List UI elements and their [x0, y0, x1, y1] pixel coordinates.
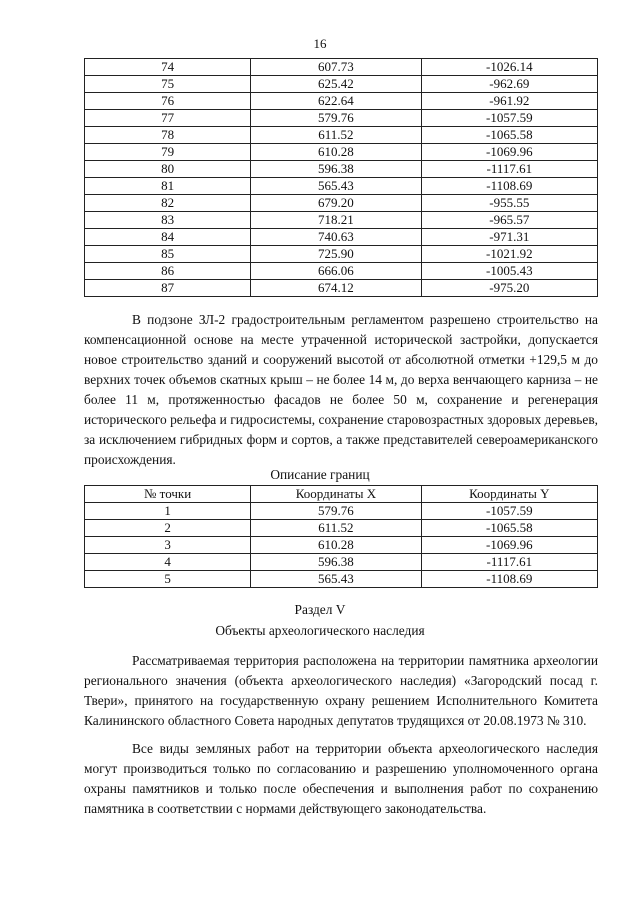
coordinate-x-cell: 679.20 [251, 195, 421, 212]
coordinate-x-cell: 611.52 [251, 127, 421, 144]
boundaries-table [84, 485, 598, 588]
table-row [85, 127, 598, 144]
table-row [85, 229, 598, 246]
coordinate-x-cell: 610.28 [251, 537, 421, 554]
coordinate-y-cell: -971.31 [421, 229, 597, 246]
coordinate-x-cell: 596.38 [251, 554, 421, 571]
table-row [85, 280, 598, 297]
coordinate-y-cell: -1117.61 [421, 161, 597, 178]
point-number-cell: 78 [85, 127, 251, 144]
table-row [85, 212, 598, 229]
section-title: Раздел V [294, 602, 346, 617]
table-row [85, 195, 598, 212]
coordinate-x-cell: 596.38 [251, 161, 421, 178]
table-row [85, 263, 598, 280]
table-header-row [85, 486, 598, 503]
coordinate-y-cell: -1069.96 [421, 144, 597, 161]
table-row [85, 161, 598, 178]
archaeology-territory-paragraph: Рассматриваемая территория расположена на территории памятника археологии регионального значения (объекта археологического наследия) «Загородский посад г. Твери», принятого на государственную охрану решением Исполнительного Комитета Калининского областного Совета народных депутатов трудящихся от 20.08.1973 № 310. [84, 653, 598, 728]
point-number-cell: 74 [85, 59, 251, 76]
coordinate-y-cell: -1057.59 [421, 110, 597, 127]
table-row [85, 178, 598, 195]
table-row [85, 59, 598, 76]
table-row [85, 503, 598, 520]
zl2-regulation-paragraph: В подзоне ЗЛ-2 градостроительным регламентом разрешено строительство на компенсационной основе на месте утраченной исторической застройки, допускается новое строительство зданий и сооружений высотой от абсолютной отметки +129,5 м до верхних точек объемов скатных крыш – не более 14 м, до верха венчающего карниза – не более 11 м, протяженностью фасадов не более 50 м, сохранение и регенерация исторического рельефа и гидросистемы, сохранение старовозрастных здоровых деревьев, за исключением гибридных форм и сортов, а также представителей североамериканского происхождения. [84, 312, 598, 467]
table-row [85, 571, 598, 588]
table-row [85, 110, 598, 127]
point-number-cell: 4 [85, 554, 251, 571]
table-row [85, 554, 598, 571]
coordinate-x-cell: 725.90 [251, 246, 421, 263]
boundaries-caption: Описание границ [270, 467, 370, 482]
header-coordinate-y: Координаты Y [421, 486, 597, 503]
coordinate-y-cell: -1065.58 [421, 127, 597, 144]
point-number-cell: 1 [85, 503, 251, 520]
coordinate-x-cell: 610.28 [251, 144, 421, 161]
point-number-cell: 84 [85, 229, 251, 246]
point-number-cell: 85 [85, 246, 251, 263]
coordinate-x-cell: 740.63 [251, 229, 421, 246]
header-point-number: № точки [85, 486, 251, 503]
page-number: 16 [313, 36, 327, 51]
point-number-cell: 80 [85, 161, 251, 178]
coordinate-y-cell: -1065.58 [421, 520, 597, 537]
point-number-cell: 77 [85, 110, 251, 127]
section-subtitle: Объекты археологического наследия [215, 623, 425, 638]
point-number-cell: 79 [85, 144, 251, 161]
point-number-cell: 2 [85, 520, 251, 537]
table-row [85, 520, 598, 537]
coordinate-y-cell: -962.69 [421, 76, 597, 93]
coordinate-y-cell: -975.20 [421, 280, 597, 297]
table-row [85, 144, 598, 161]
coordinate-y-cell: -1026.14 [421, 59, 597, 76]
coordinate-x-cell: 666.06 [251, 263, 421, 280]
point-number-cell: 3 [85, 537, 251, 554]
coordinates-table-continued [84, 58, 598, 297]
coordinate-y-cell: -1005.43 [421, 263, 597, 280]
point-number-cell: 87 [85, 280, 251, 297]
header-coordinate-x: Координаты X [251, 486, 421, 503]
coordinate-y-cell: -961.92 [421, 93, 597, 110]
coordinate-y-cell: -965.57 [421, 212, 597, 229]
coordinate-y-cell: -1021.92 [421, 246, 597, 263]
earthworks-paragraph: Все виды земляных работ на территории объекта археологического наследия могут производиться только по согласованию и разрешению уполномоченного органа охраны памятников и только после обеспечения и выполнения работ по сохранению памятника в соответствии с нормами действующего законодательства. [84, 741, 598, 816]
table-row [85, 76, 598, 93]
coordinate-x-cell: 565.43 [251, 178, 421, 195]
point-number-cell: 5 [85, 571, 251, 588]
coordinate-y-cell: -1108.69 [421, 571, 597, 588]
coordinate-y-cell: -1117.61 [421, 554, 597, 571]
coordinate-y-cell: -1108.69 [421, 178, 597, 195]
coordinate-x-cell: 579.76 [251, 503, 421, 520]
coordinate-y-cell: -955.55 [421, 195, 597, 212]
coordinate-x-cell: 579.76 [251, 110, 421, 127]
point-number-cell: 86 [85, 263, 251, 280]
coordinate-x-cell: 674.12 [251, 280, 421, 297]
table-row [85, 246, 598, 263]
coordinate-x-cell: 607.73 [251, 59, 421, 76]
point-number-cell: 76 [85, 93, 251, 110]
table-row [85, 93, 598, 110]
coordinate-y-cell: -1057.59 [421, 503, 597, 520]
table-row [85, 537, 598, 554]
point-number-cell: 75 [85, 76, 251, 93]
coordinate-x-cell: 565.43 [251, 571, 421, 588]
point-number-cell: 83 [85, 212, 251, 229]
coordinate-x-cell: 622.64 [251, 93, 421, 110]
point-number-cell: 82 [85, 195, 251, 212]
coordinate-y-cell: -1069.96 [421, 537, 597, 554]
point-number-cell: 81 [85, 178, 251, 195]
coordinate-x-cell: 625.42 [251, 76, 421, 93]
coordinate-x-cell: 611.52 [251, 520, 421, 537]
coordinate-x-cell: 718.21 [251, 212, 421, 229]
